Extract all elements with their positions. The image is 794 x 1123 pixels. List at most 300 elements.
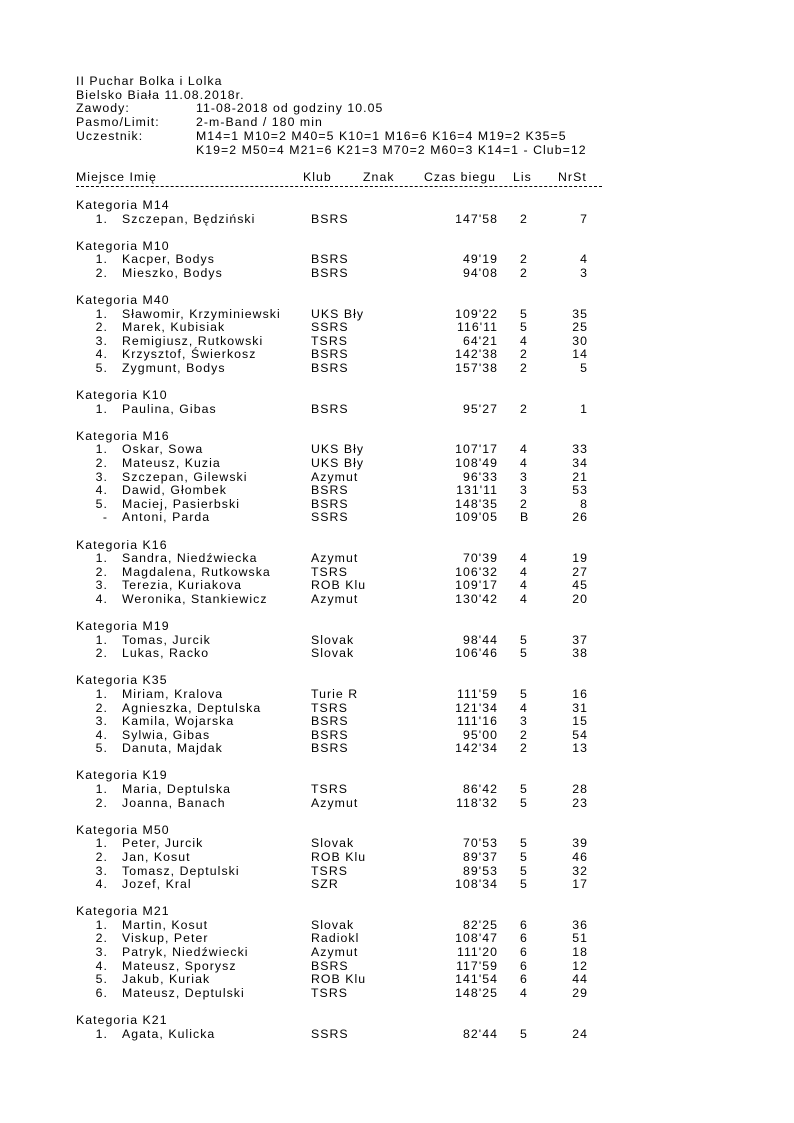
result-time: 117'59 xyxy=(456,958,498,973)
result-time: 130'42 xyxy=(455,591,498,606)
result-position: 1. xyxy=(95,686,108,701)
result-start-number: 37 xyxy=(572,632,588,647)
column-header-znak: Znak xyxy=(363,170,395,184)
result-laps: 4 xyxy=(520,551,528,566)
header-separator xyxy=(76,186,602,187)
result-name: Krzysztof, Świerkosz xyxy=(122,347,257,362)
result-position: 2. xyxy=(95,646,108,661)
result-position: 4. xyxy=(95,347,108,362)
result-club: BSRS xyxy=(311,361,349,375)
result-row xyxy=(0,728,794,742)
place-date: Bielsko Biała 11.08.2018r. xyxy=(76,88,245,102)
result-club: Radiokl xyxy=(311,931,360,946)
result-name: Terezia, Kuriakova xyxy=(122,578,243,593)
category-title: Kategoria M16 xyxy=(76,428,170,443)
result-position: 1. xyxy=(95,551,108,566)
result-club: BSRS xyxy=(311,714,349,729)
result-position: 1. xyxy=(95,917,108,932)
result-name: Agnieszka, Deptulska xyxy=(122,700,262,715)
result-club: BSRS xyxy=(311,496,349,511)
result-start-number: 27 xyxy=(572,564,588,579)
result-time: 142'34 xyxy=(455,741,498,756)
result-start-number: 33 xyxy=(572,442,588,457)
result-position: 1. xyxy=(95,442,108,457)
column-header-nr: NrSt xyxy=(558,170,587,184)
result-time: 148'35 xyxy=(455,496,498,511)
result-position: 2. xyxy=(95,265,108,280)
result-name: Agata, Kulicka xyxy=(122,1026,216,1041)
result-club: Azymut xyxy=(311,591,359,606)
result-time: 98'44 xyxy=(463,632,498,647)
result-club: Turie R xyxy=(311,686,359,701)
result-time: 70'53 xyxy=(463,836,498,851)
result-laps: 5 xyxy=(520,632,528,647)
result-start-number: 3 xyxy=(580,265,588,280)
category-title: Kategoria K21 xyxy=(76,1012,168,1027)
category-title: Kategoria M14 xyxy=(76,198,170,212)
result-name: Jan, Kosut xyxy=(122,849,191,864)
category-title: Kategoria M50 xyxy=(76,822,170,837)
result-time: 108'49 xyxy=(455,456,498,470)
result-row xyxy=(0,483,794,497)
result-row xyxy=(0,361,794,375)
result-start-number: 8 xyxy=(580,496,588,511)
result-position: 1. xyxy=(95,836,108,851)
result-row xyxy=(0,918,794,932)
category-title: Kategoria M19 xyxy=(76,619,170,633)
category-title: Kategoria M21 xyxy=(76,904,170,919)
result-name: Mieszko, Bodys xyxy=(122,265,223,280)
result-row xyxy=(0,687,794,701)
result-position: 1. xyxy=(95,782,108,796)
result-club: BSRS xyxy=(311,401,349,416)
result-position: 4. xyxy=(95,727,108,742)
result-position: 4. xyxy=(95,958,108,973)
result-start-number: 16 xyxy=(572,686,588,701)
result-laps: 5 xyxy=(520,646,528,661)
result-name: Mateusz, Sporysz xyxy=(122,958,237,973)
result-row xyxy=(0,633,794,647)
result-laps: 4 xyxy=(520,700,528,715)
result-name: Oskar, Sowa xyxy=(122,442,204,457)
result-laps: 5 xyxy=(520,782,528,796)
result-laps: 4 xyxy=(520,591,528,606)
result-start-number: 19 xyxy=(572,551,588,566)
result-position: 1. xyxy=(95,306,108,321)
result-laps: 5 xyxy=(520,836,528,851)
pasmo-value: 2-m-Band / 180 min xyxy=(196,115,323,129)
result-start-number: 13 xyxy=(572,741,588,756)
result-club: Azymut xyxy=(311,945,359,959)
category-title: Kategoria M40 xyxy=(76,293,170,307)
result-row xyxy=(0,402,794,416)
result-position: 2. xyxy=(95,849,108,864)
result-row xyxy=(0,212,794,226)
uczestnik-line-1: M14=1 M10=2 M40=5 K10=1 M16=6 K16=4 M19=2 K35=5 xyxy=(196,129,567,143)
result-time: 116'11 xyxy=(456,320,498,335)
result-row xyxy=(0,972,794,986)
result-position: 3. xyxy=(95,863,108,878)
result-club: Slovak xyxy=(311,917,355,932)
result-row xyxy=(0,307,794,321)
result-name: Viskup, Peter xyxy=(122,931,209,946)
result-start-number: 31 xyxy=(572,700,588,715)
result-start-number: 5 xyxy=(580,361,588,375)
result-time: 109'05 xyxy=(455,510,498,525)
result-laps: 3 xyxy=(520,714,528,729)
result-row xyxy=(0,1027,794,1041)
result-club: Azymut xyxy=(311,551,359,566)
result-time: 96'33 xyxy=(463,469,498,484)
result-start-number: 46 xyxy=(572,849,588,864)
result-laps: 5 xyxy=(520,849,528,864)
result-name: Jozef, Kral xyxy=(122,877,192,892)
result-laps: 6 xyxy=(520,917,528,932)
result-time: 109'22 xyxy=(455,306,498,321)
result-time: 108'47 xyxy=(455,931,498,946)
result-name: Mateusz, Deptulski xyxy=(122,985,245,1000)
result-row xyxy=(0,551,794,565)
result-club: Slovak xyxy=(311,836,355,851)
result-name: Remigiusz, Rutkowski xyxy=(122,333,264,348)
column-header-time: Czas biegu xyxy=(424,170,497,184)
result-row xyxy=(0,986,794,1000)
document-title: II Puchar Bolka i Lolka xyxy=(76,74,223,88)
result-name: Sylwia, Gibas xyxy=(122,727,211,742)
result-name: Kamila, Wojarska xyxy=(122,714,235,729)
result-club: BSRS xyxy=(311,252,349,267)
zawody-label: Zawody: xyxy=(76,101,130,115)
column-header-laps: Lis xyxy=(513,170,532,184)
result-start-number: 14 xyxy=(572,347,588,362)
column-header-place-name: Miejsce Imię xyxy=(76,170,157,184)
result-start-number: 20 xyxy=(572,591,588,606)
category-title: Kategoria K19 xyxy=(76,768,168,783)
result-position: 3. xyxy=(95,578,108,593)
result-position: 1. xyxy=(95,1026,108,1041)
result-name: Magdalena, Rutkowska xyxy=(122,564,271,579)
result-position: 3. xyxy=(95,469,108,484)
result-row xyxy=(0,877,794,891)
result-time: 111'59 xyxy=(456,686,498,701)
result-row xyxy=(0,347,794,361)
result-position: 5. xyxy=(95,361,108,375)
result-position: 2. xyxy=(95,700,108,715)
result-position: 2. xyxy=(95,320,108,335)
result-position: 2. xyxy=(95,456,108,470)
result-club: Slovak xyxy=(311,646,355,661)
result-club: BSRS xyxy=(311,347,349,362)
result-laps: 5 xyxy=(520,795,528,810)
result-position: 3. xyxy=(95,945,108,959)
result-time: 111'20 xyxy=(456,945,498,959)
result-club: SSRS xyxy=(311,1026,349,1041)
result-row xyxy=(0,578,794,592)
result-laps: 5 xyxy=(520,320,528,335)
result-laps: 2 xyxy=(520,361,528,375)
result-name: Antoni, Parda xyxy=(122,510,211,525)
result-club: SSRS xyxy=(311,320,349,335)
result-row xyxy=(0,701,794,715)
result-name: Weronika, Stankiewicz xyxy=(122,591,268,606)
result-start-number: 29 xyxy=(572,985,588,1000)
result-club: ROB Klu xyxy=(311,578,367,593)
result-position: 4. xyxy=(95,591,108,606)
uczestnik-line-2: K19=2 M50=4 M21=6 K21=3 M70=2 M60=3 K14=1 - Club=12 xyxy=(196,143,587,157)
category-title: Kategoria K35 xyxy=(76,673,168,688)
result-start-number: 18 xyxy=(572,945,588,959)
result-start-number: 24 xyxy=(572,1026,588,1041)
result-club: TSRS xyxy=(311,985,348,1000)
result-position: 4. xyxy=(95,877,108,892)
result-club: TSRS xyxy=(311,333,348,348)
result-row xyxy=(0,252,794,266)
result-time: 148'25 xyxy=(455,985,498,1000)
category-title: Kategoria K10 xyxy=(76,388,168,403)
result-club: UKS Bły xyxy=(311,306,365,321)
result-name: Patryk, Niedźwiecki xyxy=(122,945,249,959)
result-name: Lukas, Racko xyxy=(122,646,210,661)
result-time: 111'16 xyxy=(456,714,498,729)
category-title: Kategoria K16 xyxy=(76,537,168,552)
result-laps: 5 xyxy=(520,877,528,892)
result-club: BSRS xyxy=(311,958,349,973)
result-club: BSRS xyxy=(311,741,349,756)
result-position: 1. xyxy=(95,632,108,647)
result-name: Peter, Jurcik xyxy=(122,836,204,851)
result-name: Sławomir, Krzyminiewski xyxy=(122,306,281,321)
result-club: TSRS xyxy=(311,782,348,796)
result-laps: 6 xyxy=(520,972,528,987)
result-position: 6. xyxy=(95,985,108,1000)
result-name: Maciej, Pasierbski xyxy=(122,496,240,511)
result-start-number: 7 xyxy=(580,211,588,226)
result-row xyxy=(0,782,794,796)
result-start-number: 23 xyxy=(572,795,588,810)
result-laps: 3 xyxy=(520,483,528,498)
result-name: Kacper, Bodys xyxy=(122,252,215,267)
result-row xyxy=(0,442,794,456)
result-name: Mateusz, Kuzia xyxy=(122,456,221,470)
result-row xyxy=(0,850,794,864)
result-club: BSRS xyxy=(311,211,349,226)
result-club: Azymut xyxy=(311,795,359,810)
result-row xyxy=(0,836,794,850)
result-laps: 4 xyxy=(520,456,528,470)
result-row xyxy=(0,565,794,579)
result-name: Sandra, Niedźwiecka xyxy=(122,551,258,566)
result-time: 94'08 xyxy=(463,265,498,280)
result-start-number: 26 xyxy=(572,510,588,525)
result-row xyxy=(0,959,794,973)
result-start-number: 44 xyxy=(572,972,588,987)
result-time: 107'17 xyxy=(455,442,498,457)
result-name: Marek, Kubisiak xyxy=(122,320,226,335)
result-name: Tomas, Jurcik xyxy=(122,632,211,647)
result-laps: 5 xyxy=(520,306,528,321)
result-time: 108'34 xyxy=(455,877,498,892)
result-position: 5. xyxy=(95,972,108,987)
result-club: UKS Bły xyxy=(311,456,365,470)
result-start-number: 53 xyxy=(572,483,588,498)
result-time: 157'38 xyxy=(455,361,498,375)
result-time: 109'17 xyxy=(455,578,498,593)
result-row xyxy=(0,320,794,334)
result-laps: 4 xyxy=(520,578,528,593)
result-start-number: 12 xyxy=(572,958,588,973)
result-row xyxy=(0,266,794,280)
result-position: 2. xyxy=(95,564,108,579)
result-name: Tomasz, Deptulski xyxy=(122,863,240,878)
zawody-value: 11-08-2018 od godziny 10.05 xyxy=(196,101,384,115)
result-position: 1. xyxy=(95,252,108,267)
result-time: 64'21 xyxy=(463,333,498,348)
result-position: 2. xyxy=(95,795,108,810)
result-start-number: 1 xyxy=(580,401,588,416)
result-laps: 4 xyxy=(520,564,528,579)
result-club: SZR xyxy=(311,877,339,892)
result-laps: 4 xyxy=(520,333,528,348)
result-club: SSRS xyxy=(311,510,349,525)
result-club: ROB Klu xyxy=(311,849,367,864)
result-row xyxy=(0,945,794,959)
result-time: 131'11 xyxy=(456,483,498,498)
result-club: Azymut xyxy=(311,469,359,484)
result-club: UKS Bły xyxy=(311,442,365,457)
result-start-number: 21 xyxy=(572,469,588,484)
result-time: 106'32 xyxy=(455,564,498,579)
result-row xyxy=(0,931,794,945)
result-laps: 2 xyxy=(520,211,528,226)
result-laps: 3 xyxy=(520,469,528,484)
result-laps: 2 xyxy=(520,252,528,267)
result-name: Jakub, Kuriak xyxy=(122,972,211,987)
result-start-number: 34 xyxy=(572,456,588,470)
result-club: Slovak xyxy=(311,632,355,647)
result-club: TSRS xyxy=(311,863,348,878)
result-club: BSRS xyxy=(311,727,349,742)
result-time: 106'46 xyxy=(455,646,498,661)
result-club: BSRS xyxy=(311,483,349,498)
result-time: 95'27 xyxy=(463,401,498,416)
result-start-number: 54 xyxy=(572,727,588,742)
result-time: 89'53 xyxy=(463,863,498,878)
result-start-number: 38 xyxy=(572,646,588,661)
result-time: 49'19 xyxy=(463,252,498,267)
result-start-number: 35 xyxy=(572,306,588,321)
result-laps: 5 xyxy=(520,863,528,878)
result-row xyxy=(0,864,794,878)
result-start-number: 39 xyxy=(572,836,588,851)
result-name: Dawid, Głombek xyxy=(122,483,227,498)
result-row xyxy=(0,592,794,606)
result-time: 141'54 xyxy=(455,972,498,987)
result-name: Maria, Deptulska xyxy=(122,782,232,796)
result-start-number: 15 xyxy=(572,714,588,729)
result-row xyxy=(0,470,794,484)
result-name: Szczepan, Gilewski xyxy=(122,469,248,484)
result-laps: 2 xyxy=(520,496,528,511)
result-laps: 2 xyxy=(520,401,528,416)
result-position: 5. xyxy=(95,496,108,511)
result-position: 1. xyxy=(95,401,108,416)
result-laps: 4 xyxy=(520,985,528,1000)
result-row xyxy=(0,497,794,511)
category-title: Kategoria M10 xyxy=(76,238,170,253)
result-start-number: 17 xyxy=(572,877,588,892)
result-time: 89'37 xyxy=(463,849,498,864)
result-row xyxy=(0,456,794,470)
result-start-number: 4 xyxy=(580,252,588,267)
result-time: 70'39 xyxy=(463,551,498,566)
result-laps: 6 xyxy=(520,945,528,959)
result-name: Joanna, Banach xyxy=(122,795,226,810)
result-club: TSRS xyxy=(311,564,348,579)
uczestnik-label: Uczestnik: xyxy=(76,129,144,143)
result-laps: 2 xyxy=(520,265,528,280)
result-start-number: 30 xyxy=(572,333,588,348)
result-position: 4. xyxy=(95,483,108,498)
result-time: 82'25 xyxy=(463,917,498,932)
result-club: TSRS xyxy=(311,700,348,715)
result-position: 2. xyxy=(95,931,108,946)
result-position: 1. xyxy=(95,211,108,226)
result-start-number: 32 xyxy=(572,863,588,878)
result-club: BSRS xyxy=(311,265,349,280)
result-name: Szczepan, Będziński xyxy=(122,211,256,226)
result-row xyxy=(0,741,794,755)
result-position: 3. xyxy=(95,333,108,348)
result-name: Danuta, Majdak xyxy=(122,741,223,756)
pasmo-label: Pasmo/Limit: xyxy=(76,115,160,129)
result-laps: 5 xyxy=(520,686,528,701)
result-row xyxy=(0,714,794,728)
result-name: Martin, Kosut xyxy=(122,917,209,932)
result-time: 95'00 xyxy=(463,727,498,742)
result-time: 86'42 xyxy=(463,782,498,796)
result-position: 3. xyxy=(95,714,108,729)
result-row xyxy=(0,796,794,810)
result-row xyxy=(0,510,794,524)
result-laps: 2 xyxy=(520,347,528,362)
result-row xyxy=(0,334,794,348)
result-time: 118'32 xyxy=(456,795,498,810)
result-laps: 5 xyxy=(520,1026,528,1041)
result-position: - xyxy=(102,510,108,525)
result-laps: 2 xyxy=(520,727,528,742)
result-name: Zygmunt, Bodys xyxy=(122,361,226,375)
result-laps: 6 xyxy=(520,931,528,946)
result-row xyxy=(0,646,794,660)
result-laps: B xyxy=(520,510,530,525)
result-name: Miriam, Kralova xyxy=(122,686,224,701)
result-start-number: 51 xyxy=(572,931,588,946)
result-start-number: 25 xyxy=(572,320,588,335)
result-time: 147'58 xyxy=(455,211,498,226)
result-time: 142'38 xyxy=(455,347,498,362)
result-start-number: 28 xyxy=(572,782,588,796)
result-club: ROB Klu xyxy=(311,972,367,987)
result-start-number: 45 xyxy=(572,578,588,593)
result-time: 121'34 xyxy=(455,700,498,715)
column-header-club: Klub xyxy=(303,170,332,184)
result-start-number: 36 xyxy=(572,917,588,932)
result-time: 82'44 xyxy=(463,1026,498,1041)
result-laps: 2 xyxy=(520,741,528,756)
result-laps: 4 xyxy=(520,442,528,457)
result-position: 5. xyxy=(95,741,108,756)
result-name: Paulina, Gibas xyxy=(122,401,217,416)
